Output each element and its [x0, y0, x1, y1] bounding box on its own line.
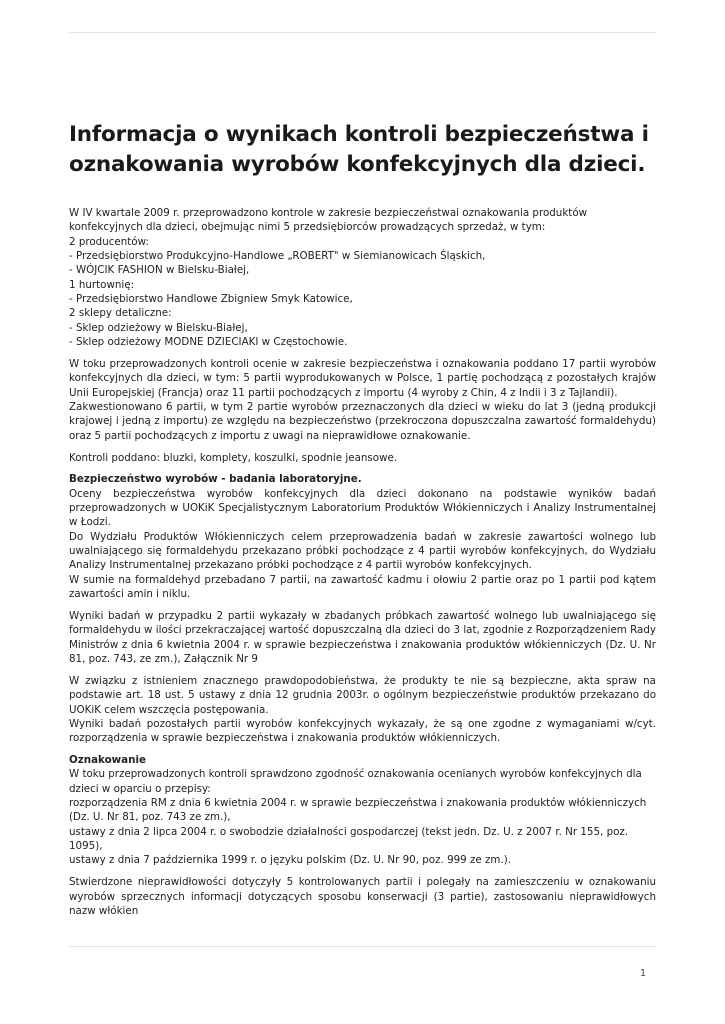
- footer-divider: [69, 946, 656, 947]
- lab-text: Oceny bezpieczeństwa wyrobów konfekcyjnych dla dzieci dokonano na podstawie wyników badań przeprowadzonych w UOKiK Specjalistycznym Laboratorium Produktów Włókienniczych i Analizy Instrumentalnej w Łodzi.: [69, 487, 656, 529]
- labeling-section: [69, 753, 656, 868]
- lab-section: [69, 472, 656, 601]
- risk-text: W związku z istnieniem znacznego prawdopodobieństwa, że produkty te nie są bezpieczne, akta spraw na podstawie art. 18 ust. 5 ustawy z dnia 12 grudnia 2003r. o ogólnym bezpieczeństwie produktów przekazano do UOKiK celem wszczęcia postępowania.: [69, 674, 656, 716]
- intro-line: - Przedsiębiorstwo Handlowe Zbigniew Smyk Katowice,: [69, 293, 353, 306]
- scope-paragraph: [69, 357, 656, 443]
- header-divider: [69, 32, 656, 33]
- intro-line: - Przedsiębiorstwo Produkcyjno-Handlowe „ROBERT" w Siemianowicach Śląskich,: [69, 250, 486, 263]
- document-title: Informacja o wynikach kontroli bezpieczeństwa i oznakowania wyrobów konfekcyjnych dla dzieci.: [69, 122, 649, 177]
- labeling-text: ustawy z dnia 7 października 1999 r. o języku polskim (Dz. U. Nr 90, poz. 999 ze zm.).: [69, 854, 512, 867]
- controlled-items-paragraph: Kontroli poddano: bluzki, komplety, koszulki, spodnie jeansowe.: [69, 451, 398, 464]
- scope-text: Zakwestionowano 6 partii, w tym 2 partie wyrobów przeznaczonych dla dzieci w wieku do lat 3 (jedną produkcji krajowej i jedną z importu) ze względu na bezpieczeństwo (przekroczona dopuszczalna zawartość formaldehydu) oraz 5 partii pochodzących z importu z uwagi na nieprawidłowe oznakowanie.: [69, 400, 656, 442]
- lab-heading: Bezpieczeństwo wyrobów - badania laboratoryjne.: [69, 473, 362, 486]
- labeling-text: W toku przeprowadzonych kontroli sprawdzono zgodność oznakowania ocenianych wyrobów konfekcyjnych dla dzieci w oparciu o przepisy:: [69, 768, 642, 795]
- risk-text: Wyniki badań pozostałych partii wyrobów konfekcyjnych wykazały, że są one zgodne z wymaganiami w/cyt. rozporządzenia w sprawie bezpieczeństwa i znakowania produktów włókienniczych.: [69, 717, 656, 745]
- scope-text: W toku przeprowadzonych kontroli ocenie w zakresie bezpieczeństwa i oznakowania poddano 17 partii wyrobów konfekcyjnych dla dzieci, w tym: 5 partii wyprodukowanych w Polsce, 1 partię pochodzącą z pozostałych krajów Unii Europejskiej (Francja) oraz 11 partii pochodzących z importu (4 wyroby z Chin, 4 z Indii i 3 z Tajlandii).: [69, 357, 656, 399]
- intro-line: - Sklep odzieżowy w Bielsku-Białej,: [69, 321, 248, 334]
- intro-line: - Sklep odzieżowy MODNE DZIECIAKI w Częstochowie.: [69, 336, 348, 349]
- document-body: [69, 206, 656, 926]
- lab-text: W sumie na formaldehyd przebadano 7 partii, na zawartość kadmu i ołowiu 2 partie oraz po 1 partii pod kątem zawartości amin i niklu.: [69, 573, 656, 601]
- labeling-heading: Oznakowanie: [69, 754, 146, 767]
- labeling-text: rozporządzenia RM z dnia 6 kwietnia 2004 r. w sprawie bezpieczeństwa i znakowania produktów włókienniczych (Dz. U. Nr 81, poz. 743 ze zm.),: [69, 797, 647, 824]
- labeling-text: ustawy z dnia 2 lipca 2004 r. o swobodzie działalności gospodarczej (tekst jedn. Dz. U. z 2007 r. Nr 155, poz. 1095),: [69, 825, 629, 853]
- risk-paragraph: [69, 674, 656, 746]
- lab-text: Do Wydziału Produktów Włókienniczych celem przeprowadzenia badań w zakresie zawartości wolnego lub uwalniającego się formaldehydu przekazano próbki pochodzące z 4 partii wyrobów konfekcyjnych, do Wydziału Analizy Instrumentalnej przekazano próbki pochodzące z 4 partii wyrobów konfekcyjnych.: [69, 530, 656, 572]
- intro-lead: W IV kwartale 2009 r. przeprowadzono kontrole w zakresie bezpieczeństwai oznakowania produktów konfekcyjnych dla dzieci, obejmując nimi 5 przedsiębiorców prowadzących sprzedaż, w tym:: [69, 207, 588, 234]
- intro-line: 1 hurtownię:: [69, 278, 135, 291]
- intro-line: 2 sklepy detaliczne:: [69, 307, 172, 320]
- intro-line: - WÓJCIK FASHION w Bielsku-Białej,: [69, 264, 250, 277]
- intro-line: 2 producentów:: [69, 235, 149, 248]
- findings-paragraph: Stwierdzone nieprawidłowości dotyczyły 5 kontrolowanych partii i polegały na zamieszczeniu w oznakowaniu wyrobów sprzecznych informacji dotyczących sposobu konserwacji (3 partie), zastosowaniu nieprawidłowych nazw włókien: [69, 876, 656, 917]
- page-number: 1: [639, 968, 646, 979]
- intro-paragraph: [69, 206, 656, 349]
- results-paragraph: Wyniki badań w przypadku 2 partii wykazały w zbadanych próbkach zawartość wolnego lub uwalniającego się formaldehydu w ilości przekraczającej wartość dopuszczalną dla dzieci do 3 lat, zgodnie z Rozporządzeniem Rady Ministrów z dnia 6 kwietnia 2004 r. w sprawie bezpieczeństwa i znakowania produktów włókienniczych (Dz. U. Nr 81, poz. 743, ze zm.), Załącznik Nr 9: [69, 609, 656, 665]
